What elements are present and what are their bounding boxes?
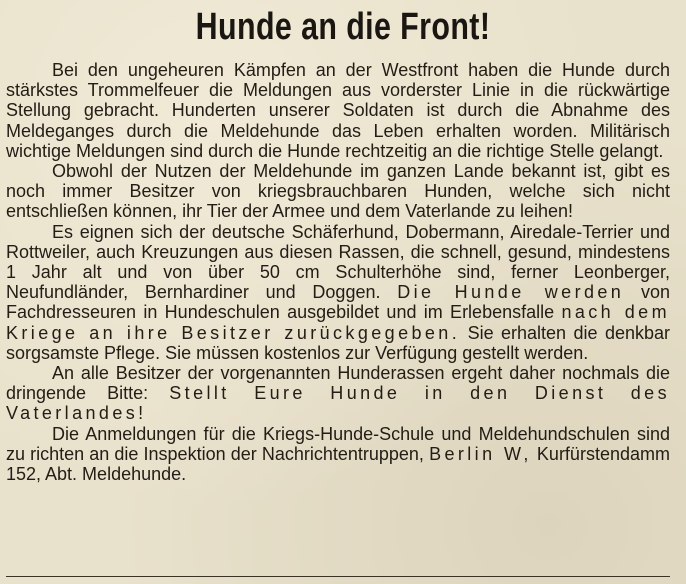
- paragraph-westfront: Bei den ungeheuren Kämpfen an der Westfront haben die Hunde durch stärkstes Trommelfeuer die Meldungen aus vorderster Linie in die rückwärtige Stellung gebracht. Hunderten unserer Soldaten ist durch die Abnahme des Meldeganges durch die Meldehunde das Leben erhalten worden. Militärisch wichtige Meldungen sind durch die Hunde rechtzeitig an die richtige Stelle gelangt.: [6, 60, 670, 161]
- address-text: Kurfürstendamm 152, Abt. Meldehunde.: [6, 443, 670, 485]
- bottom-rule: [6, 576, 670, 577]
- registration-text: Die Anmeldungen für die Kriegs-Hunde-Schule und Meldehundschulen sind zu richten an die Inspektion der Nachrichtentruppen,: [6, 423, 670, 464]
- paragraph-registration: [6, 424, 670, 485]
- paragraph-urgent-request: [6, 363, 670, 424]
- spaced-call-to-service: Stellt Eure Hunde in den Dienst des Vaterlandes!: [6, 383, 670, 424]
- breeds-text: Es eignen sich der deutsche Schäferhund, Dobermann, Airedale-Terrier und Rottweiler, auch Kreuzungen aus diesen Rassen, die schnell, gesund, mindestens 1 Jahr alt und von über 50 cm Schulterhöhe sind, ferner Leonberger, Neufundländer, Bernhardiner und Doggen.: [6, 221, 670, 303]
- request-text: An alle Besitzer der vorgenannten Hunderassen ergeht daher nochmals die dringende Bitte:: [6, 363, 670, 404]
- paragraph-owners-appeal: Obwohl der Nutzen der Meldehunde im ganzen Lande bekannt ist, gibt es noch immer Besitzer von kriegsbrauchbaren Hunden, welche sich nicht entschließen können, ihr Tier der Armee und dem Vaterlande zu leihen!: [6, 161, 670, 222]
- article-title: Hunde an die Front!: [195, 6, 491, 48]
- spaced-dogs-trained: Die Hunde werden: [397, 282, 625, 303]
- spaced-returned-after-war: nach dem Kriege an ihre Besitzer zurückgegeben.: [6, 302, 670, 343]
- article-body: [6, 60, 670, 484]
- care-text: Sie erhalten die denkbar sorgsamste Pflege. Sie müssen kostenlos zur Verfügung gestellt werden.: [6, 322, 670, 363]
- training-text: von Fachdresseuren in Hundeschulen ausgebildet und im Erlebensfalle: [6, 282, 670, 323]
- paragraph-suitable-breeds: [6, 222, 670, 363]
- spaced-city: Berlin W,: [429, 443, 532, 464]
